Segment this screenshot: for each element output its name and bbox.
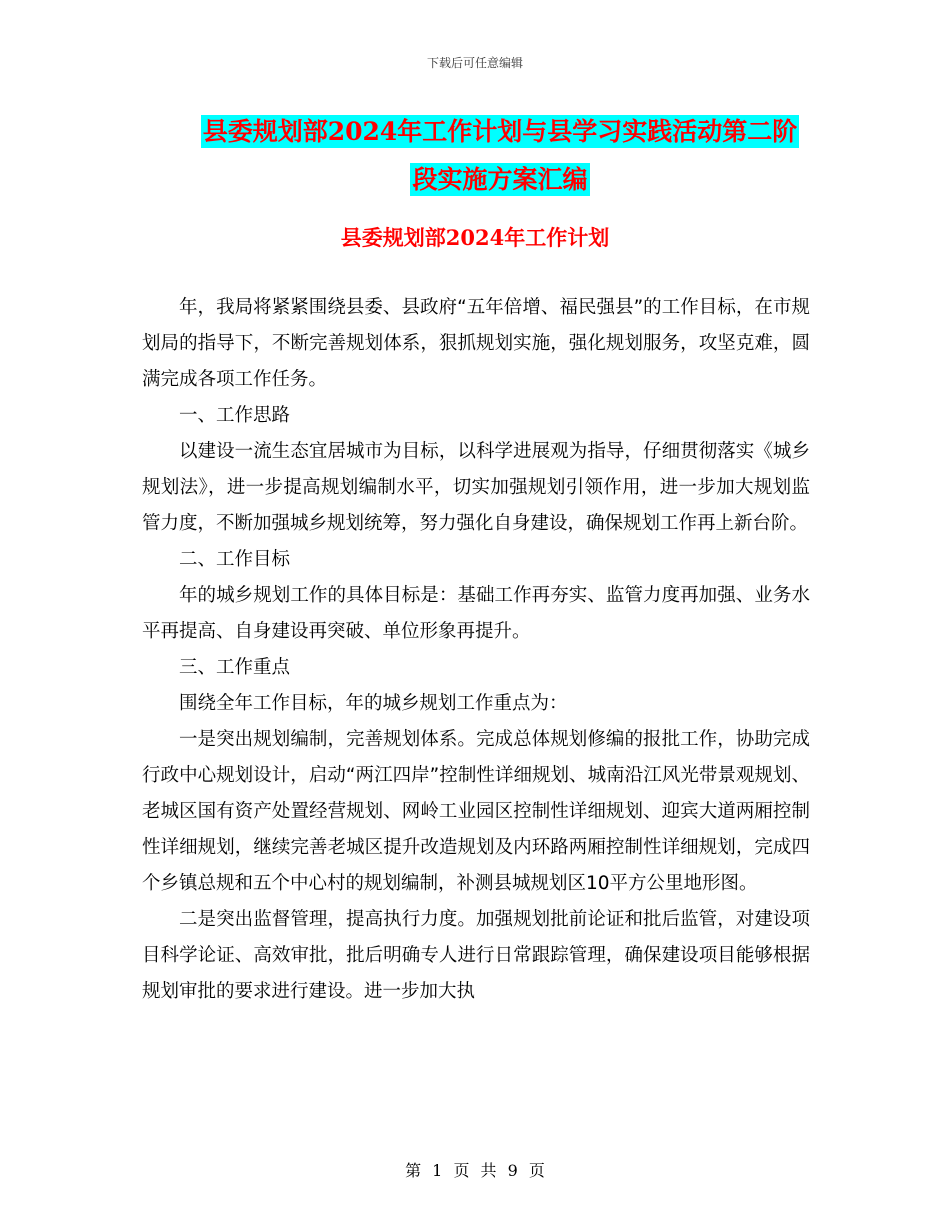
paragraph-heading: 三、工作重点 [179,657,291,678]
header-note: 下载后可任意编辑 [426,56,523,70]
document-title-line-2: 段实施方案汇编 [412,165,588,194]
paragraph: 一是突出规划编制，完善规划体系。完成总体规划修编的报批工作，协助完成行政中心规划设计，启动“两江四岸”控制性详细规划、城南沿江风光带景观规划、老城区国有资产处置经营规划、网岭工业园区控制性详细规划、迎宾大道两厢控制性详细规划，继续完善老城区提升改造规划及内环路两厢控制性详细规划，完成四个乡镇总规和五个中心村的规划编制，补测县城规划区10平方公里地形图。 [142,729,810,894]
page-footer: 第 1 页 共 9 页 [405,1161,545,1180]
document-body [142,290,810,1010]
document-title-line-1: 县委规划部2024年工作计划与县学习实践活动第二阶 [202,117,798,146]
paragraph-heading: 一、工作思路 [179,405,291,426]
paragraph: 年的城乡规划工作的具体目标是：基础工作再夯实、监管力度再加强、业务水平再提高、自身建设再突破、单位形象再提升。 [142,585,810,642]
document-title [120,108,880,204]
paragraph: 围绕全年工作目标，年的城乡规划工作重点为： [179,693,568,714]
paragraph-heading: 二、工作目标 [179,549,291,570]
section-title: 县委规划部2024年工作计划 [340,225,610,250]
paragraph: 以建设一流生态宜居城市为目标，以科学进展观为指导，仔细贯彻落实《城乡规划法》，进一步提高规划编制水平，切实加强规划引领作用，进一步加大规划监管力度，不断加强城乡规划统筹，努力强化自身建设，确保规划工作再上新台阶。 [142,441,810,534]
paragraph: 二是突出监督管理，提高执行力度。加强规划批前论证和批后监管，对建设项目科学论证、高效审批，批后明确专人进行日常跟踪管理，确保建设项目能够根据规划审批的要求进行建设。进一步加大执 [142,909,810,1002]
paragraph: 年，我局将紧紧围绕县委、县政府“五年倍增、福民强县”的工作目标，在市规划局的指导下，不断完善规划体系，狠抓规划实施，强化规划服务，攻坚克难，圆满完成各项工作任务。 [142,297,810,390]
